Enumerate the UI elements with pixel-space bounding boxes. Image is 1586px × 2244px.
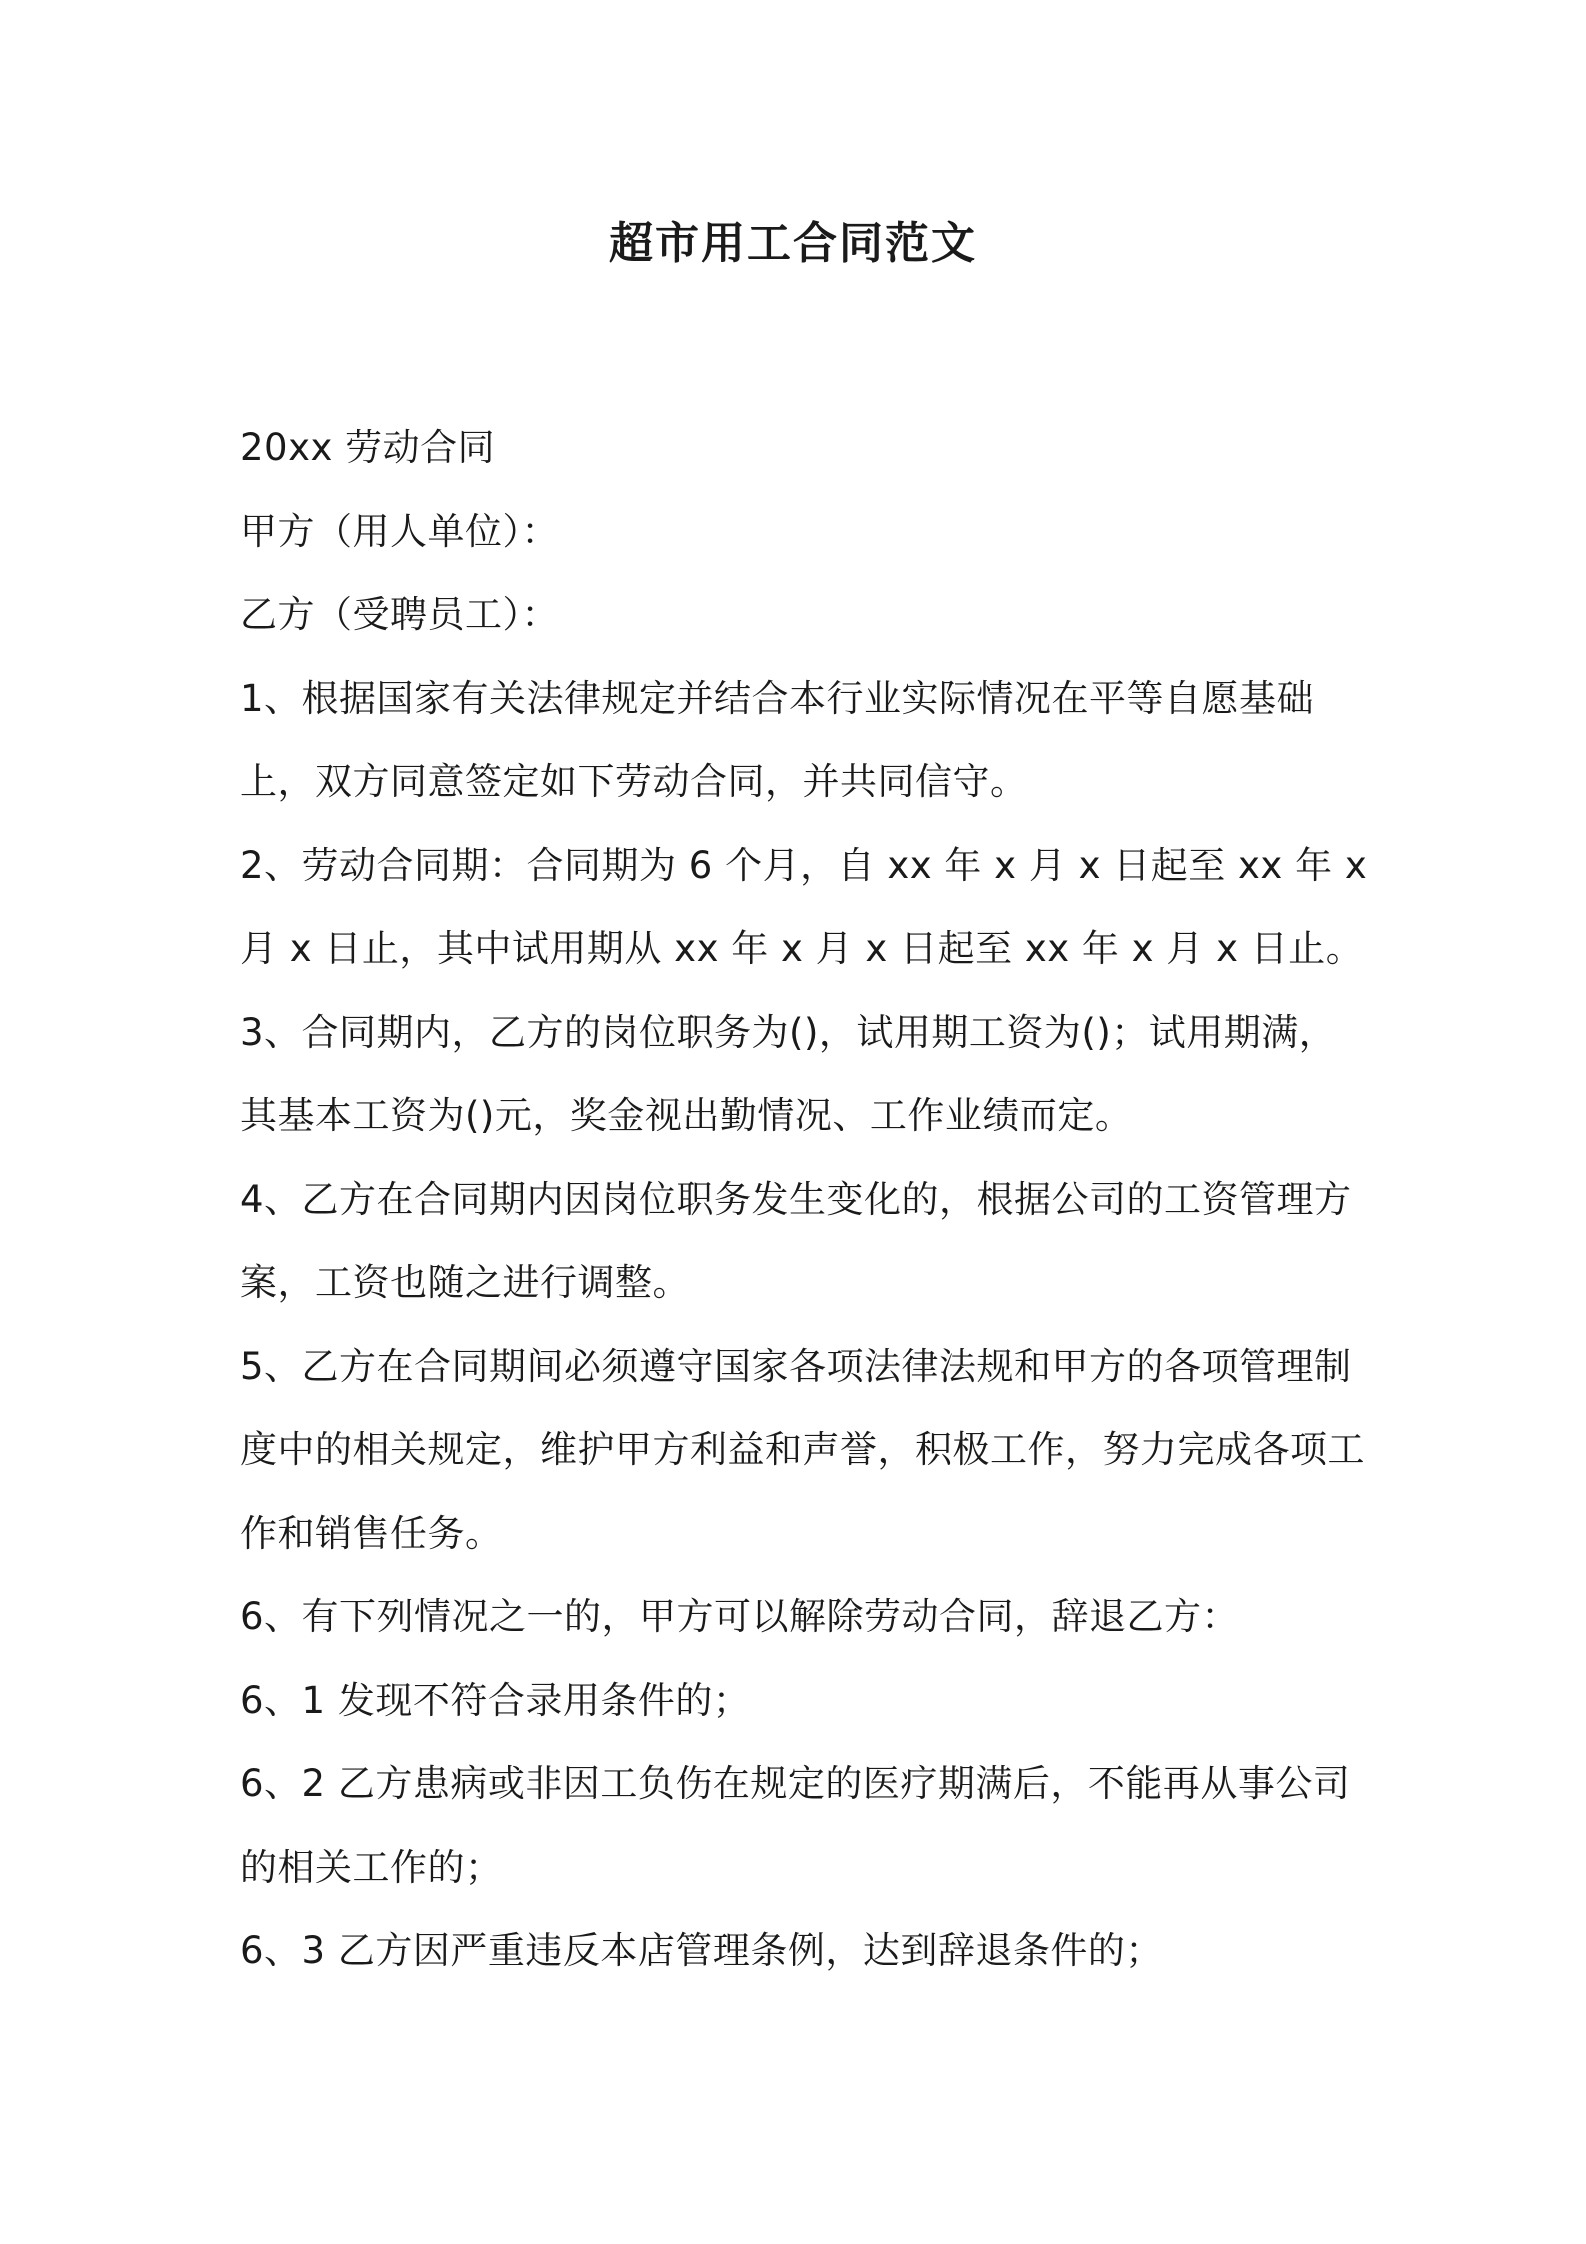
paragraph: 20xx 劳动合同 — [240, 426, 496, 469]
document-body — [240, 406, 1380, 1993]
paragraph: 乙方（受聘员工）： — [240, 593, 559, 636]
paragraph: 5、乙方在合同期间必须遵守国家各项法律法规和甲方的各项管理制度中的相关规定，维护甲方利益和声誉，积极工作，努力完成各项工作和销售任务。 — [240, 1344, 1365, 1555]
paragraph: 甲方（用人单位）： — [240, 509, 559, 553]
paragraph: 3、合同期内，乙方的岗位职务为()，试用期工资为()；试用期满，其基本工资为()元，奖金视出勤情况、工作业绩而定。 — [240, 1010, 1337, 1137]
paragraph: 1、根据国家有关法律规定并结合本行业实际情况在平等自愿基础上，双方同意签定如下劳动合同，并共同信守。 — [240, 676, 1315, 803]
paragraph: 6、有下列情况之一的，甲方可以解除劳动合同，辞退乙方： — [240, 1595, 1240, 1638]
paragraph: 2、劳动合同期：合同期为 6 个月，自 xx 年 x 月 x 日起至 xx 年 x 月 x 日止，其中试用期从 xx 年 x 月 x 日起至 xx 年 x 月 x 日止。 — [240, 843, 1380, 970]
paragraph: 6、1 发现不符合录用条件的； — [240, 1678, 751, 1722]
paragraph: 4、乙方在合同期内因岗位职务发生变化的，根据公司的工资管理方案，工资也随之进行调整。 — [240, 1177, 1352, 1304]
page-title: 超市用工合同范文 — [609, 218, 977, 269]
paragraph: 6、2 乙方患病或非因工负伤在规定的医疗期满后，不能再从事公司的相关工作的； — [240, 1762, 1351, 1889]
paragraph: 6、3 乙方因严重违反本店管理条例，达到辞退条件的； — [240, 1929, 1163, 1972]
